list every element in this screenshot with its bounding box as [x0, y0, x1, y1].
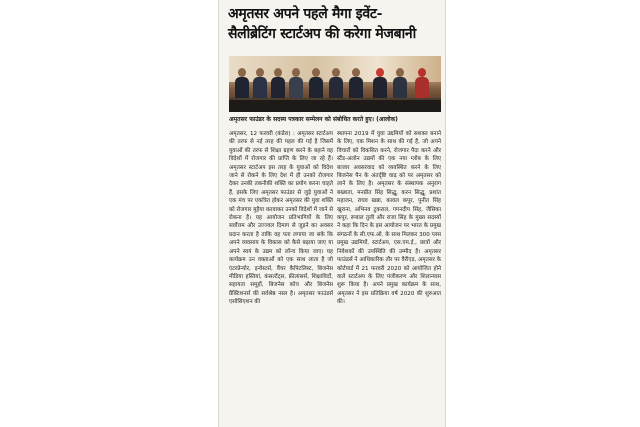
article-column-right — [337, 130, 441, 424]
headline-line-1: अमृतसर अपने पहले मैगा इवेंट- — [228, 6, 383, 22]
person-figure — [415, 68, 429, 102]
person-figure — [329, 68, 343, 102]
press-conference-photo — [229, 56, 441, 112]
person-figure — [349, 68, 363, 102]
headline — [228, 4, 440, 44]
photo-caption: अमृतसर फाउंडर के सदस्य पत्रकार सम्मेलन को संबोधित करते हुए। (आलोक) — [229, 116, 398, 123]
person-figure — [309, 68, 323, 102]
article-text-left: अमृतसर, 12 फरवरी (कंडेरा) : अमृतसर स्टार्टअप की तरफ से नई तरह की पहल की गई है जिसमें युवाओं की तरफ से शिक्षा ग्रहण करने के बहाने वह विदेशों में रोजगार की प्राप्ति के लिए जा रहे हैं। अमृतसर स्टार्टअप इस तरह के युवाओं को विदेश जाने से रोकने के लिए देश में ही उनको रोजगार देकर उनकी तकनीकी शक्ति का प्रयोग करना चाहते हैं, इसके लिए अमृतसर फाउंडर से जुड़े युवाओं ने एक मंच पर एकत्रित होकर अमृतसर की युवा शक्ति को रोजगार मुहैया करवाकर उनको विदेशों में जाने से रोकना है। यह आयोजन प्रतिभागियों के लिए सर्वोत्तम और उज्ज्वल दिमाग से जुड़ने का अवसर प्रदान करता है ताकि वह पता लगाया जा सके कि अपने व्यवसाय के विकास को कैसे बढ़ाया जाए या अपने स्वयं के उद्यम को लॉन्च किया जाए। यह कार्यक्रम उन वक्ताओं को एक साथ लाता है जो एंटरप्रेन्योर, इन्वेस्टर्स, वैंचर कैपिटलिस्ट, बिजनेस मीडिया हस्तियां, कंसल्टेंट्स, फ्रीलांसर्स, शिक्षाविदों, सहायता समूहों, बिजनेस कोच और बिजनेस प्रैक्टिशनर्स की सर्वश्रेष्ठ नस्ल है। अमृतसर फाउंडर्स एसोसिएशन की — [229, 131, 333, 306]
headline-line-2: सैलीब्रेटिंग स्टार्टअप की करेगा मेजबानी — [228, 26, 417, 42]
person-figure — [271, 68, 285, 102]
article-column-left — [229, 130, 333, 424]
person-figure — [373, 68, 387, 102]
article-text-right: स्थापना 2019 में युवा उद्यमियों को सशक्त बनाने के लिए, एक मिशन के साथ की गई है, जो अपने विचारों को विकसित करने, रोजगार पैदा करने और स्टैंड-अलोन उद्यमों की एक नया ग्लोब के लिए बाजार अवसरवाद को व्यवस्थित करने के लिए बिजनेस पैन के अंतर्दृष्टि वाढ़ को पर अमृतसर को लाने के लिए है। अमृतसर के संस्थापक अनुराग बख्शता, मनप्रीत सिंह सिद्धू, करन सिद्धू, प्रशांत महाजन, राघव खन्ना, कावल कपूर, पुनीत सिंह खुराना, अभिनव टुकराल, गगनदीप सिंह, जैसिका कपूर, रूबाल तुली और राजा सिंह के मुख्य सदस्यों ने कहा कि दिन के इस आयोजन पर भारत के प्रमुख संगठनों के सी.एफ.ओ. के साथ मिलकर 300 प्लस प्रमुख उद्यमियों, स्टार्टअप, एस.एम.ई., छात्रों और निवेशकों की उपस्थिति की उम्मीद है। अमृतसर फाउंडर्स ने आधिकारिक तौर पर वैरीएड, अमृतसर के कोर्टयार्ड में 21 फरवरी 2020 को आयोजित होने वाले स्टार्टअप के लिए पंजीकरण और शिलान्यास शुरू किया है। अपने प्रमुख कार्यक्रम के साथ, अमृतसर ने इस प्रतिक्रिया वर्ष 2020 की शुरुआत की। — [337, 131, 441, 306]
person-figure — [235, 68, 249, 102]
person-figure — [253, 68, 267, 102]
person-figure — [393, 68, 407, 102]
press-table — [229, 98, 441, 112]
person-figure — [289, 68, 303, 102]
